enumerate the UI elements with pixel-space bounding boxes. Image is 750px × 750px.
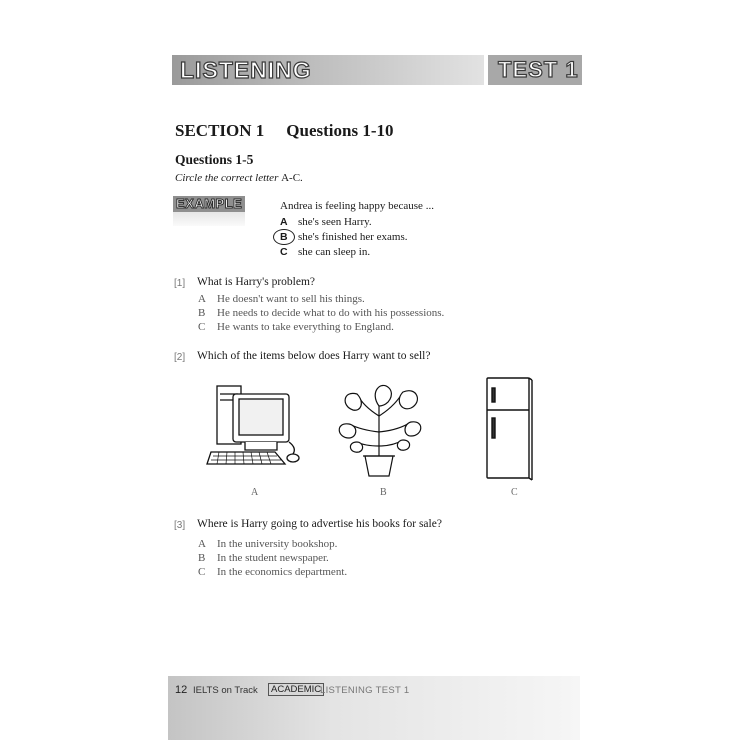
plant-icon[interactable] xyxy=(333,376,425,478)
footer-test-label: LISTENING TEST 1 xyxy=(320,685,410,696)
question-number: [2] xyxy=(174,352,186,363)
image-caption: B xyxy=(380,487,387,498)
option-text: He needs to decide what to do with his possessions. xyxy=(217,307,445,319)
option-text: she's finished her exams. xyxy=(298,231,408,243)
option-text: In the university bookshop. xyxy=(217,538,338,550)
option-letter: B xyxy=(198,307,206,319)
example-option-a xyxy=(280,216,372,228)
section-questions: Questions 1-10 xyxy=(286,121,394,140)
test-title: TEST 1 xyxy=(498,57,579,82)
option-letter: A xyxy=(280,216,288,228)
q3-option-b[interactable] xyxy=(198,552,329,564)
page-number: 12 xyxy=(175,684,188,696)
example-option-b xyxy=(280,231,408,243)
option-text: He wants to take everything to England. xyxy=(217,321,394,333)
instruction-italic: Circle the correct letter xyxy=(175,172,279,184)
example-badge: EXAMPLE xyxy=(176,196,243,211)
q1-option-c[interactable] xyxy=(198,321,394,333)
edition-badge: ACADEMIC xyxy=(268,683,324,696)
fridge-icon[interactable] xyxy=(483,376,533,482)
option-letter: C xyxy=(198,566,206,578)
computer-icon[interactable] xyxy=(205,380,305,472)
example-prompt: Andrea is feeling happy because ... xyxy=(280,200,434,212)
page-title: LISTENING xyxy=(180,57,312,83)
section-heading xyxy=(175,121,394,141)
option-letter: A xyxy=(198,293,206,305)
q1-option-b[interactable] xyxy=(198,307,444,319)
question-text: Which of the items below does Harry want to sell? xyxy=(197,350,431,362)
question-number: [3] xyxy=(174,520,186,531)
option-letter: C xyxy=(198,321,206,333)
option-text: she can sleep in. xyxy=(298,246,371,258)
question-number: [1] xyxy=(174,278,186,289)
option-letter: B xyxy=(280,231,288,243)
q3-option-c[interactable] xyxy=(198,566,347,578)
option-text: she's seen Harry. xyxy=(298,216,372,228)
question-text: Where is Harry going to advertise his books for sale? xyxy=(197,518,442,530)
section-label: SECTION 1 xyxy=(175,121,265,140)
option-text: In the economics department. xyxy=(217,566,348,578)
option-letter: C xyxy=(280,246,288,258)
q1-option-a[interactable] xyxy=(198,293,365,305)
example-badge-shade xyxy=(173,212,245,226)
q3-option-a[interactable] xyxy=(198,538,337,550)
option-letter: A xyxy=(198,538,206,550)
instruction-text xyxy=(175,172,303,184)
question-text: What is Harry's problem? xyxy=(197,276,315,288)
option-letter: B xyxy=(198,552,206,564)
book-title: IELTS on Track xyxy=(193,685,258,696)
image-caption: A xyxy=(251,487,259,498)
questions-subheading: Questions 1-5 xyxy=(175,152,254,167)
option-text: In the student newspaper. xyxy=(217,552,329,564)
option-text: He doesn't want to sell his things. xyxy=(217,293,365,305)
instruction-letters: A-C. xyxy=(281,172,303,184)
image-caption: C xyxy=(511,487,518,498)
example-option-c xyxy=(280,246,370,258)
